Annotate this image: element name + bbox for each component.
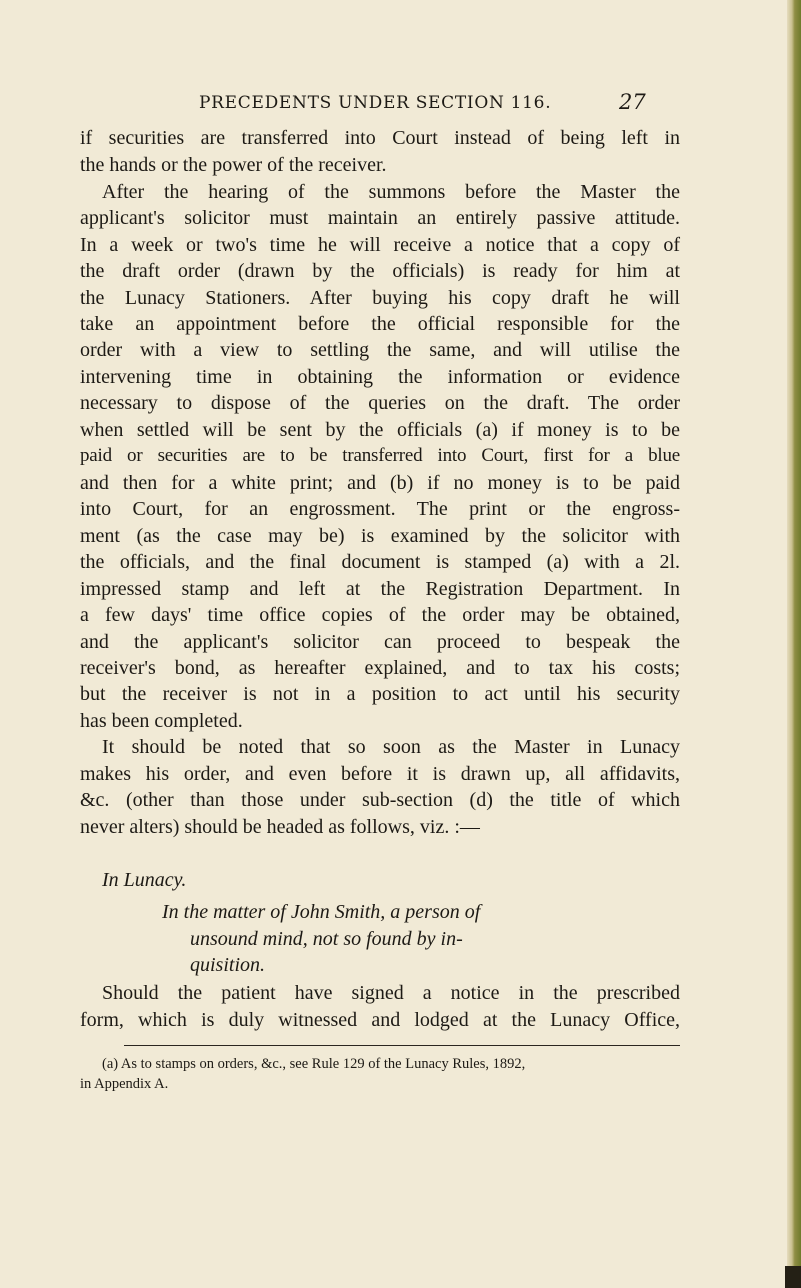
matter-line: quisition. <box>190 954 266 976</box>
text-line: take an appointment before the official responsible for the <box>80 313 680 335</box>
footnote-rule <box>124 1045 680 1046</box>
text-line: intervening time in obtaining the information or evidence <box>80 366 680 388</box>
text-line: applicant's solicitor must maintain an entirely passive attitude. <box>80 207 680 229</box>
footnote-line: in Appendix A. <box>80 1076 169 1092</box>
text-line: After the hearing of the summons before the Master the <box>102 181 680 203</box>
text-line: has been completed. <box>80 710 243 732</box>
text-line: the hands or the power of the receiver. <box>80 154 387 176</box>
page-edge <box>787 0 801 1288</box>
text-line: and the applicant's solicitor can proceed to bespeak the <box>80 631 680 653</box>
text-line: order with a view to settling the same, and will utilise the <box>80 339 680 361</box>
text-line: the Lunacy Stationers. After buying his copy draft he will <box>80 287 680 309</box>
page-edge-corner <box>785 1266 801 1288</box>
footnote-line: (a) As to stamps on orders, &c., see Rule 129 of the Lunacy Rules, 1892, <box>102 1056 526 1072</box>
text-line: into Court, for an engrossment. The print or the engross- <box>80 498 680 520</box>
matter-line: unsound mind, not so found by in- <box>190 928 463 950</box>
text-line: when settled will be sent by the officials (a) if money is to be <box>80 419 680 441</box>
text-line: never alters) should be headed as follows, viz. :— <box>80 816 480 838</box>
text-line: form, which is duly witnessed and lodged at the Lunacy Office, <box>80 1009 680 1031</box>
text-line: and then for a white print; and (b) if no money is to be paid <box>80 472 680 494</box>
text-line: ment (as the case may be) is examined by the solicitor with <box>80 525 680 547</box>
text-line: the officials, and the final document is stamped (a) with a 2l. <box>80 551 680 573</box>
text-line: In a week or two's time he will receive a notice that a copy of <box>80 234 680 256</box>
heading-in-lunacy: In Lunacy. <box>102 869 187 891</box>
text-line: if securities are transferred into Court instead of being left in <box>80 127 680 149</box>
text-line: paid or securities are to be transferred into Court, first for a blue <box>80 445 680 466</box>
text-line: Should the patient have signed a notice in the prescribed <box>102 982 680 1004</box>
text-line: impressed stamp and left at the Registration Department. In <box>80 578 680 600</box>
text-line: It should be noted that so soon as the Master in Lunacy <box>102 736 680 758</box>
page-header <box>199 90 679 117</box>
running-head: PRECEDENTS UNDER SECTION 116. <box>199 93 552 113</box>
page-number: 27 <box>619 90 646 114</box>
text-line: but the receiver is not in a position to act until his security <box>80 683 680 705</box>
text-line: &c. (other than those under sub-section (d) the title of which <box>80 789 680 811</box>
text-line: makes his order, and even before it is drawn up, all affidavits, <box>80 763 680 785</box>
text-line: necessary to dispose of the queries on the draft. The order <box>80 392 680 414</box>
text-line: a few days' time office copies of the order may be obtained, <box>80 604 680 626</box>
matter-line: In the matter of John Smith, a person of <box>162 901 481 923</box>
text-line: receiver's bond, as hereafter explained, and to tax his costs; <box>80 657 680 679</box>
text-line: the draft order (drawn by the officials) is ready for him at <box>80 260 680 282</box>
